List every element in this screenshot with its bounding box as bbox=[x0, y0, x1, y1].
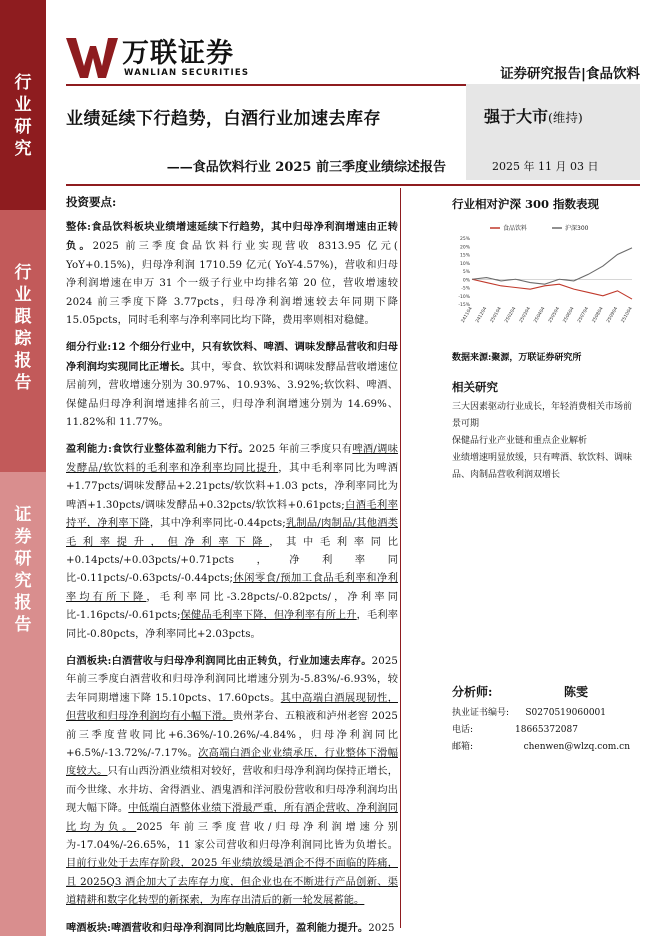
paragraph-baijiu bbox=[66, 652, 398, 911]
subsector-lead: 细分行业:12 个细分行业中，只有软饮料、啤酒、调味发酵品营收和归母净利润均实现同比正增长。 bbox=[66, 341, 398, 373]
y-tick-label: -10% bbox=[458, 294, 470, 300]
x-tick-label: 250904 bbox=[606, 306, 620, 324]
report-subtitle: ——食品饮料行业 2025 前三季度业绩综述报告 bbox=[166, 160, 446, 175]
x-tick-label: 250404 bbox=[533, 306, 547, 324]
document-type: 证券研究报告|食品饮料 bbox=[500, 66, 640, 82]
analyst-email-value[interactable]: chenwen@wlzq.com.cn bbox=[523, 742, 630, 752]
analyst-label: 分析师: bbox=[452, 685, 493, 699]
paragraph-overall bbox=[66, 218, 398, 330]
profitability-text-d: ，其中毛利率同比+0.14pcts/+0.03pcts/+0.71pcts，净利率同比-0.11pcts/-0.63pcts/-0.44pcts; bbox=[66, 536, 398, 585]
relative-performance-chart bbox=[452, 222, 640, 344]
profitability-underline-2: 白酒毛利率持平，净利率下降 bbox=[66, 499, 398, 530]
sidebar-label-securities: 证 券 研 究 报 告 bbox=[14, 505, 32, 635]
rating-label: 强于大市 bbox=[484, 107, 549, 126]
profitability-underline-1: 啤酒/调味发酵品/软饮料的毛利率和净利率均同比提升 bbox=[66, 444, 398, 474]
profitability-underline-3: 乳制品/肉制品/其他酒类毛利率提升，但净利率下降 bbox=[66, 518, 398, 548]
beer-text: 2025 bbox=[368, 922, 395, 934]
baijiu-underline-2: 次高端白酒企业业绩承压，行业整体下滑幅度较大。 bbox=[66, 747, 398, 778]
report-title: 业绩延续下行趋势，白酒行业加速去库存 bbox=[66, 109, 381, 129]
paragraph-subsector bbox=[66, 338, 398, 432]
profitability-underline-5: 保健品毛利率下降，但净利率有所上升 bbox=[180, 610, 357, 622]
column-divider bbox=[400, 188, 401, 928]
baijiu-text-d: 2025 年前三季度营收/归母净利润增速分别为-17.04%/-26.65%，11 家公司营收和归母净利润同比皆为负增长。 bbox=[66, 821, 399, 851]
y-tick-label: 5% bbox=[462, 270, 470, 275]
sidebar-band-tracking bbox=[0, 210, 46, 472]
rating-box bbox=[466, 84, 640, 180]
profitability-text-c: ，其中净利率同比-0.44pcts; bbox=[149, 518, 286, 530]
analyst-license-row bbox=[452, 705, 640, 722]
related-research-item[interactable]: 三大因素驱动行业成长，年轻消费相关市场前景可期 bbox=[452, 402, 633, 429]
y-tick-label: -5% bbox=[461, 286, 470, 292]
x-tick-label: 250204 bbox=[504, 306, 518, 324]
baijiu-text-a: 2025 年前三季度白酒营收和归母净利润同比增速分别为-5.83%/-6.93%，较去年同期增速下降 15.10pcts、17.60pcts。 bbox=[66, 655, 398, 704]
profitability-text-f: ，毛利率同比-0.80pcts，净利率同比+2.03pcts。 bbox=[66, 610, 398, 640]
baijiu-underline-1: 其中高端白酒展现韧性，但营收和归母净利润均有小幅下滑。 bbox=[66, 692, 398, 723]
x-tick-label: 250604 bbox=[562, 306, 576, 324]
y-tick-label: 15% bbox=[459, 253, 470, 259]
analyst-name: 陈雯 bbox=[563, 685, 588, 699]
overall-text: 2025 前三季度食品饮料行业实现营收 8313.95 亿元( YoY+0.15%)，归母净利润 1710.59 亿元( YoY-4.57%)，营收和归母净利润增速在申万 31 个一级子行业中均排名第 20 位，营收增速较 2024 前三季度下降 3.77pcts，归母净利润增速较去年同期下降 15.05pcts，同时毛利率与净利率同比均下降，费用率则相对稳健。 bbox=[66, 241, 399, 327]
y-tick-label: 20% bbox=[459, 245, 470, 251]
company-logo bbox=[66, 38, 266, 78]
chart-title: 行业相对沪深 300 指数表现 bbox=[452, 197, 600, 211]
logo-text-en: WANLIAN SECURITIES bbox=[124, 68, 250, 78]
baijiu-lead: 白酒板块:白酒营收与归母净利润同比由正转负，行业加速去库存。 bbox=[66, 654, 372, 667]
rating bbox=[484, 104, 583, 127]
rating-note: (维持) bbox=[548, 110, 583, 125]
main-content bbox=[66, 188, 399, 934]
baijiu-underline-3: 中低端白酒整体业绩下滑最严重，所有酒企营收、净利润同比均为负。 bbox=[66, 803, 398, 833]
y-tick-label: 25% bbox=[459, 237, 470, 242]
legend-label: 食品饮料 bbox=[503, 225, 528, 232]
data-source: 数据来源:聚源，万联证券研究所 bbox=[452, 353, 582, 363]
x-tick-label: 241104 bbox=[460, 306, 474, 324]
analyst-email-label: 邮箱: bbox=[452, 742, 474, 752]
paragraph-profitability bbox=[66, 440, 398, 643]
profitability-text-a: 2025 年前三季度只有 bbox=[248, 444, 353, 456]
profitability-text-e: ，毛利率同比-3.28pcts/-0.82pcts/，净利率同比-1.16pcts/-0.61pcts; bbox=[66, 591, 399, 622]
paragraph-beer bbox=[66, 919, 398, 938]
x-tick-label: 250304 bbox=[518, 306, 532, 324]
profitability-lead: 盈利能力:食饮行业整体盈利能力下行。 bbox=[66, 443, 249, 456]
report-date: 2025 年 11 月 03 日 bbox=[492, 160, 599, 173]
sidebar bbox=[0, 0, 46, 936]
sidebar-info-lower bbox=[452, 350, 640, 484]
analyst-license-label: 执业证书编号: bbox=[452, 708, 510, 718]
sidebar-info bbox=[452, 188, 640, 212]
y-tick-label: -15% bbox=[458, 303, 470, 308]
x-tick-label: 251004 bbox=[620, 306, 634, 324]
key-points-heading: 投资要点: bbox=[66, 195, 117, 209]
y-tick-label: 10% bbox=[459, 261, 470, 267]
x-tick-label: 250804 bbox=[591, 306, 605, 324]
x-tick-label: 250704 bbox=[577, 306, 591, 324]
wanlian-logo-icon bbox=[66, 38, 118, 78]
y-tick-label: 0% bbox=[462, 278, 470, 284]
x-tick-label: 241204 bbox=[475, 306, 489, 324]
x-tick-label: 250104 bbox=[489, 306, 503, 324]
subsector-text: 其中，零食、软饮料和调味发酵品营收增速位居前列，营收增速分别为 30.97%、10.93%、3.92%;软饮料、啤酒、保健品归母净利润增速排名前三，归母净利润增速分别为 14.69%、11.82%和 11.77%。 bbox=[66, 361, 398, 429]
profitability-underline-4: 休闲零食/预加工食品毛利率和净利率均有所下降 bbox=[66, 573, 399, 603]
analyst-phone-label: 电话: bbox=[452, 725, 474, 735]
related-research-heading: 相关研究 bbox=[452, 380, 498, 394]
baijiu-text-b: 贵州茅台、五粮液和泸州老窖 2025 前三季度营收同比+6.36%/-10.26%/-4.84%，归母净利润同比+6.5%/-13.72%/-7.17%。 bbox=[66, 711, 398, 759]
sidebar-label-research: 行 业 研 究 bbox=[14, 73, 32, 159]
analyst-info bbox=[452, 684, 640, 756]
analyst-phone-row bbox=[452, 722, 640, 739]
overall-lead: 整体:食品饮料板块业绩增速延续下行趋势，其中归母净利润增速由正转负。 bbox=[66, 221, 398, 253]
section-rule bbox=[66, 184, 640, 186]
baijiu-text-c: 只有山西汾酒业绩相对较好，营收和归母净利润均保持正增长，而今世缘、水井坊、舍得酒业、酒鬼酒和洋河股份营收和归母净利润均出现大幅下降。 bbox=[66, 766, 398, 815]
series-line-1 bbox=[472, 248, 632, 284]
sidebar-band-securities bbox=[0, 472, 46, 936]
analyst-license-value: S0270519060001 bbox=[525, 708, 606, 718]
analyst-phone-value: 18665372087 bbox=[515, 725, 578, 735]
beer-lead: 啤酒板块:啤酒营收和归母净利润同比均触底回升，盈利能力提升。 bbox=[66, 921, 369, 934]
legend-label: 沪深300 bbox=[565, 225, 589, 232]
related-research-item[interactable]: 保健品行业产业链和重点企业解析 bbox=[452, 436, 588, 446]
related-research-item[interactable]: 业绩增速明显放缓，只有啤酒、软饮料、调味品、肉制品营收利润双增长 bbox=[452, 453, 633, 480]
sidebar-label-tracking: 行 业 跟 踪 报 告 bbox=[14, 263, 32, 393]
sidebar-band-research bbox=[0, 0, 46, 210]
profitability-text-b: ，其中毛利率同比为啤酒+1.77pcts/调味发酵品+2.21pcts/软饮料+1.03 pcts，净利率同比为啤酒+1.30pcts/调味发酵品+0.32pcts/软饮料+0.61pcts; bbox=[66, 462, 398, 511]
performance-chart-svg bbox=[452, 222, 640, 344]
logo-text-cn: 万联证券 bbox=[122, 38, 234, 69]
x-tick-label: 250504 bbox=[548, 306, 562, 324]
baijiu-underline-4: 目前行业处于去库存阶段，2025 年业绩放缓是酒企不得不面临的阵痛，且 2025Q3 酒企加大了去库存力度，但企业也在不断进行产品创新、渠道精耕和数字化转型的新探索，为库存出清后的新一轮发展蓄能。 bbox=[66, 858, 398, 907]
analyst-email-row bbox=[452, 739, 640, 756]
